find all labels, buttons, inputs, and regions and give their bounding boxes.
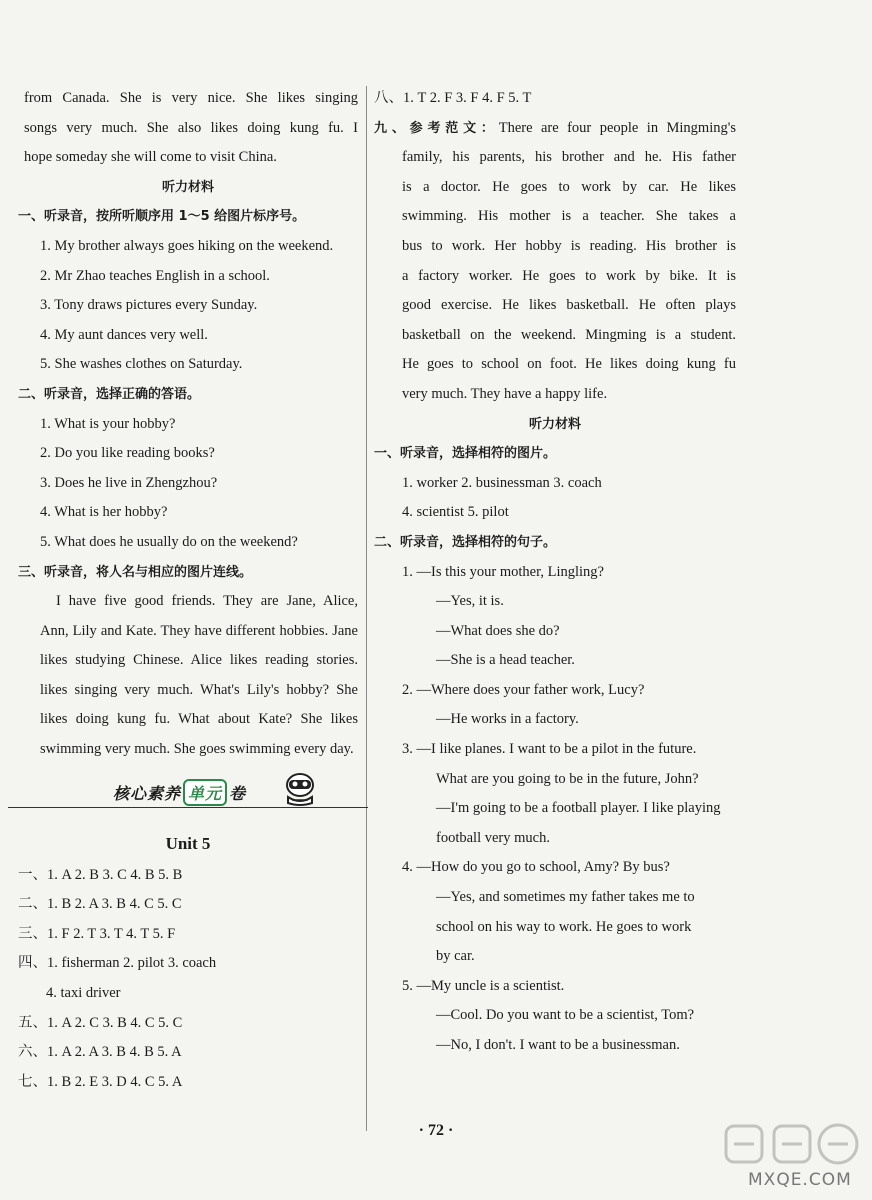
passage-line: a factory worker. He goes to work by bike. It is bbox=[402, 267, 736, 284]
listening-material-heading: 听力材料 bbox=[161, 179, 214, 195]
passage-line: swimming. His mother is a teacher. She takes a bbox=[402, 208, 736, 225]
passage-line: swimming very much. She goes swimming every day. bbox=[40, 741, 354, 758]
banner-box-text: 单元 bbox=[183, 779, 227, 806]
passage-line: basketball on the weekend. Mingming is a student. bbox=[402, 326, 736, 343]
unit-test-banner bbox=[18, 765, 358, 827]
passage-line: likes singing very much. What's Lily's hobby? She bbox=[40, 681, 358, 698]
dialog-line: —Cool. Do you want to be a scientist, Tom? bbox=[436, 1007, 695, 1024]
dialog-line: 3. —I like planes. I want to be a pilot in the future. bbox=[402, 741, 697, 758]
list-item: 4. What is her hobby? bbox=[40, 504, 168, 521]
section-title: 二、听录音，选择相符的句子。 bbox=[374, 534, 557, 550]
answer-row: 八、1. T 2. F 3. F 4. F 5. T bbox=[374, 90, 532, 106]
answer-row: 七、1. B 2. E 3. D 4. C 5. A bbox=[18, 1073, 183, 1090]
passage-line: I have five good friends. They are Jane, Alice, bbox=[56, 593, 358, 610]
unit-title: Unit 5 bbox=[165, 833, 211, 853]
watermark-text: MXQE.COM bbox=[748, 1170, 852, 1190]
passage-line: is a doctor. He goes to work by car. He likes bbox=[402, 178, 736, 195]
list-item: 3. Does he live in Zhengzhou? bbox=[40, 474, 218, 491]
answer-row: 五、1. A 2. C 3. B 4. C 5. C bbox=[18, 1014, 183, 1031]
answer-row: 三、1. F 2. T 3. T 4. T 5. F bbox=[18, 925, 176, 942]
passage-line: family, his parents, his brother and he. His father bbox=[402, 149, 736, 166]
list-item: 2. Mr Zhao teaches English in a school. bbox=[40, 267, 270, 284]
section-title: 一、听录音，按所听顺序用 1～5 给图片标序号。 bbox=[18, 209, 306, 225]
answer-row: 四、1. fisherman 2. pilot 3. coach bbox=[18, 955, 217, 972]
list-item: 1. What is your hobby? bbox=[40, 415, 176, 432]
passage-line: bus to work. Her hobby is reading. His brother is bbox=[402, 237, 736, 254]
answer-row: 4. taxi driver bbox=[46, 985, 121, 1002]
answer-row: 一、1. A 2. B 3. C 4. B 5. B bbox=[18, 866, 183, 883]
list-item: 4. My aunt dances very well. bbox=[40, 326, 208, 343]
passage-line: from Canada. She is very nice. She likes singing bbox=[24, 90, 358, 106]
dialog-line: school on his way to work. He goes to work bbox=[436, 918, 692, 935]
column-divider bbox=[366, 86, 367, 1131]
dialog-line: 2. —Where does your father work, Lucy? bbox=[402, 681, 645, 698]
list-item: 4. scientist 5. pilot bbox=[402, 504, 509, 521]
list-item: 2. Do you like reading books? bbox=[40, 445, 215, 462]
dialog-line: —He works in a factory. bbox=[436, 711, 579, 728]
dialog-line: by car. bbox=[436, 948, 475, 965]
list-item: 3. Tony draws pictures every Sunday. bbox=[40, 297, 258, 314]
sample-essay-text: There are four people in Mingming's bbox=[498, 119, 736, 136]
dialog-line: 4. —How do you go to school, Amy? By bus? bbox=[402, 859, 670, 876]
dialog-line: 5. —My uncle is a scientist. bbox=[402, 977, 565, 994]
banner-rule bbox=[8, 807, 368, 808]
banner-title bbox=[113, 779, 246, 806]
listening-material-heading: 听力材料 bbox=[528, 416, 581, 432]
passage-line: very much. They have a happy life. bbox=[402, 385, 608, 402]
dialog-line: —I'm going to be a football player. I like playing bbox=[436, 800, 721, 817]
dialog-line: —Yes, it is. bbox=[436, 593, 504, 610]
dialog-line: —She is a head teacher. bbox=[436, 652, 575, 669]
right-column bbox=[374, 84, 736, 1061]
passage-line: songs very much. She also likes doing kung fu. I bbox=[24, 119, 358, 136]
dialog-line: What are you going to be in the future, John? bbox=[436, 770, 699, 787]
dialog-line: —No, I don't. I want to be a businessman. bbox=[436, 1037, 680, 1053]
answer-row: 二、1. B 2. A 3. B 4. C 5. C bbox=[18, 896, 182, 913]
passage-line: likes studying Chinese. Alice likes reading stories. bbox=[40, 652, 358, 669]
banner-text-part1: 核心素养 bbox=[113, 783, 182, 803]
passage-line: good exercise. He likes basketball. He often plays bbox=[402, 297, 736, 314]
section-title: 一、听录音，选择相符的图片。 bbox=[374, 446, 557, 462]
list-item: 1. My brother always goes hiking on the weekend. bbox=[40, 237, 334, 254]
list-item: 1. worker 2. businessman 3. coach bbox=[402, 474, 602, 491]
answer-row: 六、1. A 2. A 3. B 4. B 5. A bbox=[18, 1044, 182, 1061]
dialog-line: football very much. bbox=[436, 829, 550, 846]
mascot-icon bbox=[280, 771, 320, 807]
passage-line: hope someday she will come to visit China. bbox=[24, 149, 277, 166]
left-column bbox=[18, 84, 358, 1097]
list-item: 5. What does he usually do on the weekend? bbox=[40, 533, 298, 550]
dialog-line: —What does she do? bbox=[436, 622, 560, 639]
passage-line: Ann, Lily and Kate. They have different hobbies. Jane bbox=[40, 622, 358, 639]
passage-line: He goes to school on foot. He likes doing kung fu bbox=[402, 356, 736, 373]
dialog-line: —Yes, and sometimes my father takes me to bbox=[436, 889, 695, 906]
sample-essay-first-line bbox=[374, 114, 736, 144]
dialog-line: 1. —Is this your mother, Lingling? bbox=[402, 563, 604, 580]
passage-line: likes doing kung fu. What about Kate? She likes bbox=[40, 711, 358, 728]
page-number: · 72 · bbox=[418, 1122, 454, 1139]
section-title: 二、听录音，选择正确的答语。 bbox=[18, 386, 201, 402]
banner-text-part2: 卷 bbox=[229, 783, 247, 803]
list-item: 5. She washes clothes on Saturday. bbox=[40, 356, 243, 373]
section-title: 三、听录音，将人名与相应的图片连线。 bbox=[18, 564, 253, 580]
sample-essay-label: 九、参考范文： bbox=[374, 120, 499, 136]
